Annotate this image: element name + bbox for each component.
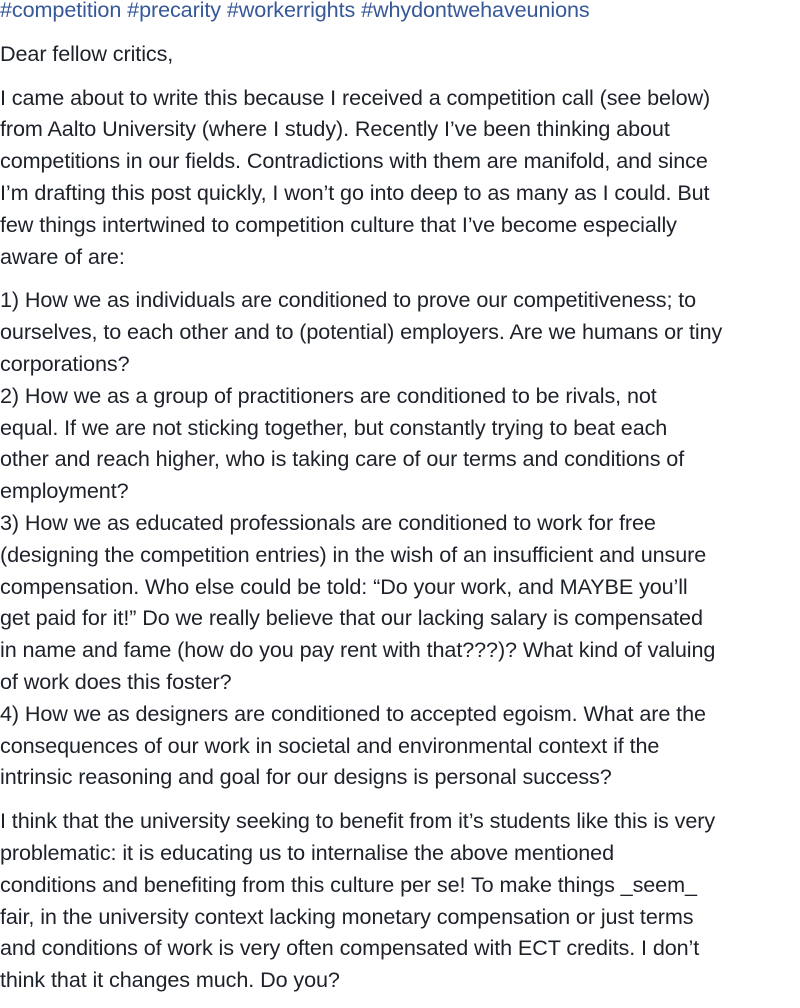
point-line: 2) How we as a group of practitioners are conditioned to be rivals, not	[0, 382, 657, 408]
text-line: I’m drafting this post quickly, I won’t go into deep to as many as I could. But	[0, 179, 710, 205]
text-line: problematic: it is educating us to internalise the above mentioned	[0, 839, 614, 865]
text-line: conditions and benefiting from this culture per se! To make things _seem_	[0, 871, 697, 897]
point-line: consequences of our work in societal and environmental context if the	[0, 732, 660, 758]
point-line: 4) How we as designers are conditioned to accepted egoism. What are the	[0, 700, 706, 726]
text-line: I think that the university seeking to benefit from it’s students like this is very	[0, 808, 716, 834]
point-line: (designing the competition entries) in the wish of an insufficient and unsure	[0, 541, 707, 567]
text-line: competitions in our fields. Contradictions with them are manifold, and since	[0, 148, 708, 174]
hashtag-precarity[interactable]: #precarity	[127, 0, 221, 22]
closing-paragraph	[0, 805, 800, 996]
hashtag-whydontwehaveunions[interactable]: #whydontwehaveunions	[361, 0, 590, 22]
text-line: think that it changes much. Do you?	[0, 967, 340, 993]
text-line: few things intertwined to competition culture that I’ve become especially	[0, 211, 677, 237]
point-line: employment?	[0, 478, 129, 504]
text-line: from Aalto University (where I study). Recently I’ve been thinking about	[0, 116, 670, 142]
intro-paragraph	[0, 82, 800, 273]
point-line: corporations?	[0, 350, 130, 376]
point-line: of work does this foster?	[0, 668, 232, 694]
text-line: I came about to write this because I received a competition call (see below)	[0, 84, 711, 110]
hashtag-row	[0, 0, 800, 26]
point-line: ourselves, to each other and to (potential) employers. Are we humans or tiny	[0, 319, 723, 345]
text-line: aware of are:	[0, 243, 125, 269]
hashtag-workerrights[interactable]: #workerrights	[226, 0, 356, 22]
salutation: Dear fellow critics,	[0, 40, 174, 66]
point-line: equal. If we are not sticking together, but constantly trying to beat each	[0, 414, 668, 440]
numbered-points	[0, 284, 800, 793]
point-line: get paid for it!” Do we really believe that our lacking salary is compensated	[0, 605, 703, 631]
point-line: 1) How we as individuals are conditioned to prove our competitiveness; to	[0, 287, 697, 313]
text-line: fair, in the university context lacking monetary compensation or just terms	[0, 903, 694, 929]
hashtag-competition[interactable]: #competition	[0, 0, 122, 22]
point-line: compensation. Who else could be told: “Do your work, and MAYBE you’ll	[0, 573, 688, 599]
point-line: intrinsic reasoning and goal for our designs is personal success?	[0, 764, 612, 790]
point-line: other and reach higher, who is taking care of our terms and conditions of	[0, 446, 685, 472]
point-line: in name and fame (how do you pay rent with that???)? What kind of valuing	[0, 637, 716, 663]
point-line: 3) How we as educated professionals are conditioned to work for free	[0, 509, 656, 535]
text-line: and conditions of work is very often compensated with ECT credits. I don’t	[0, 935, 700, 961]
